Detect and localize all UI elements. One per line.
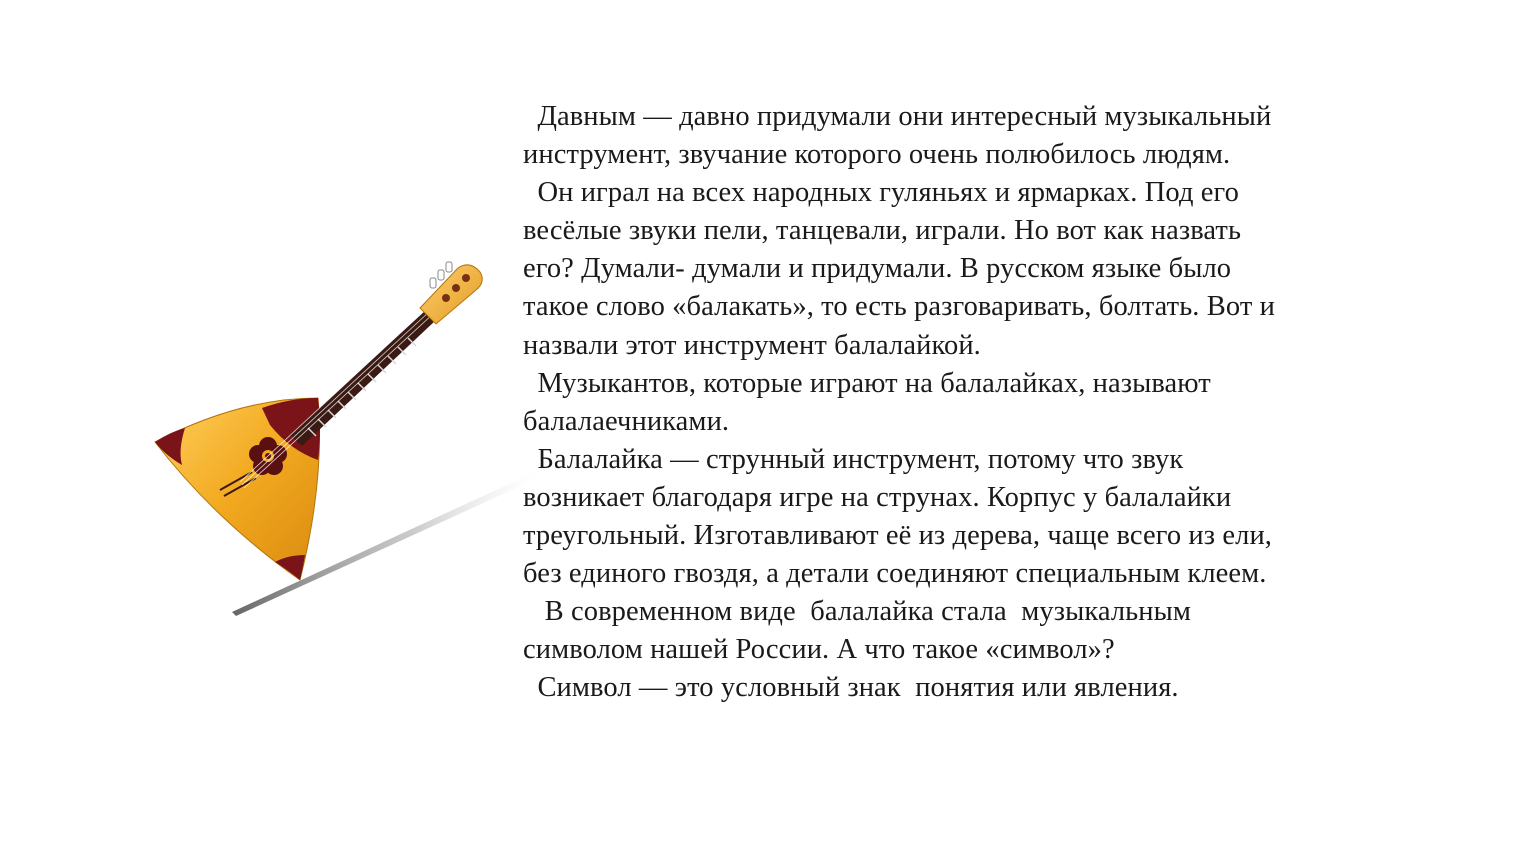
text-line: весёлые звуки пели, танцевали, играли. Но вот как назвать xyxy=(523,215,1242,247)
text-line: инструмент, звучание которого очень полюбилось людям. xyxy=(523,139,1231,171)
text-line: возникает благодаря игре на струнах. Корпус у балалайки xyxy=(523,481,1232,513)
story-text xyxy=(523,98,1383,708)
text-line: символом нашей России. А что такое «символ»? xyxy=(523,634,1115,666)
text-line: Давным — давно придумали они интересный музыкальный xyxy=(523,101,1272,132)
text-line: его? Думали- думали и придумали. В русском языке было xyxy=(523,253,1232,285)
balalaika-icon xyxy=(140,250,540,630)
text-line: В современном виде балалайка стала музыкальным xyxy=(523,596,1192,628)
text-line: Он играл на всех народных гуляньях и ярмарках. Под его xyxy=(523,177,1239,209)
text-line: такое слово «балакать», то есть разговаривать, болтать. Вот и xyxy=(523,291,1275,323)
text-line: назвали этот инструмент балалайкой. xyxy=(523,329,981,361)
text-line: без единого гвоздя, а детали соединяют специальным клеем. xyxy=(523,558,1267,590)
text-line: Балалайка — струнный инструмент, потому что звук xyxy=(523,443,1184,475)
text-line: Музыкантов, которые играют на балалайках, называют xyxy=(523,367,1211,399)
text-line: треугольный. Изготавливают её из дерева, чаще всего из ели, xyxy=(523,520,1273,552)
text-line: Символ — это условный знак понятия или явления. xyxy=(523,672,1179,704)
text-line: балалаечниками. xyxy=(523,405,730,437)
